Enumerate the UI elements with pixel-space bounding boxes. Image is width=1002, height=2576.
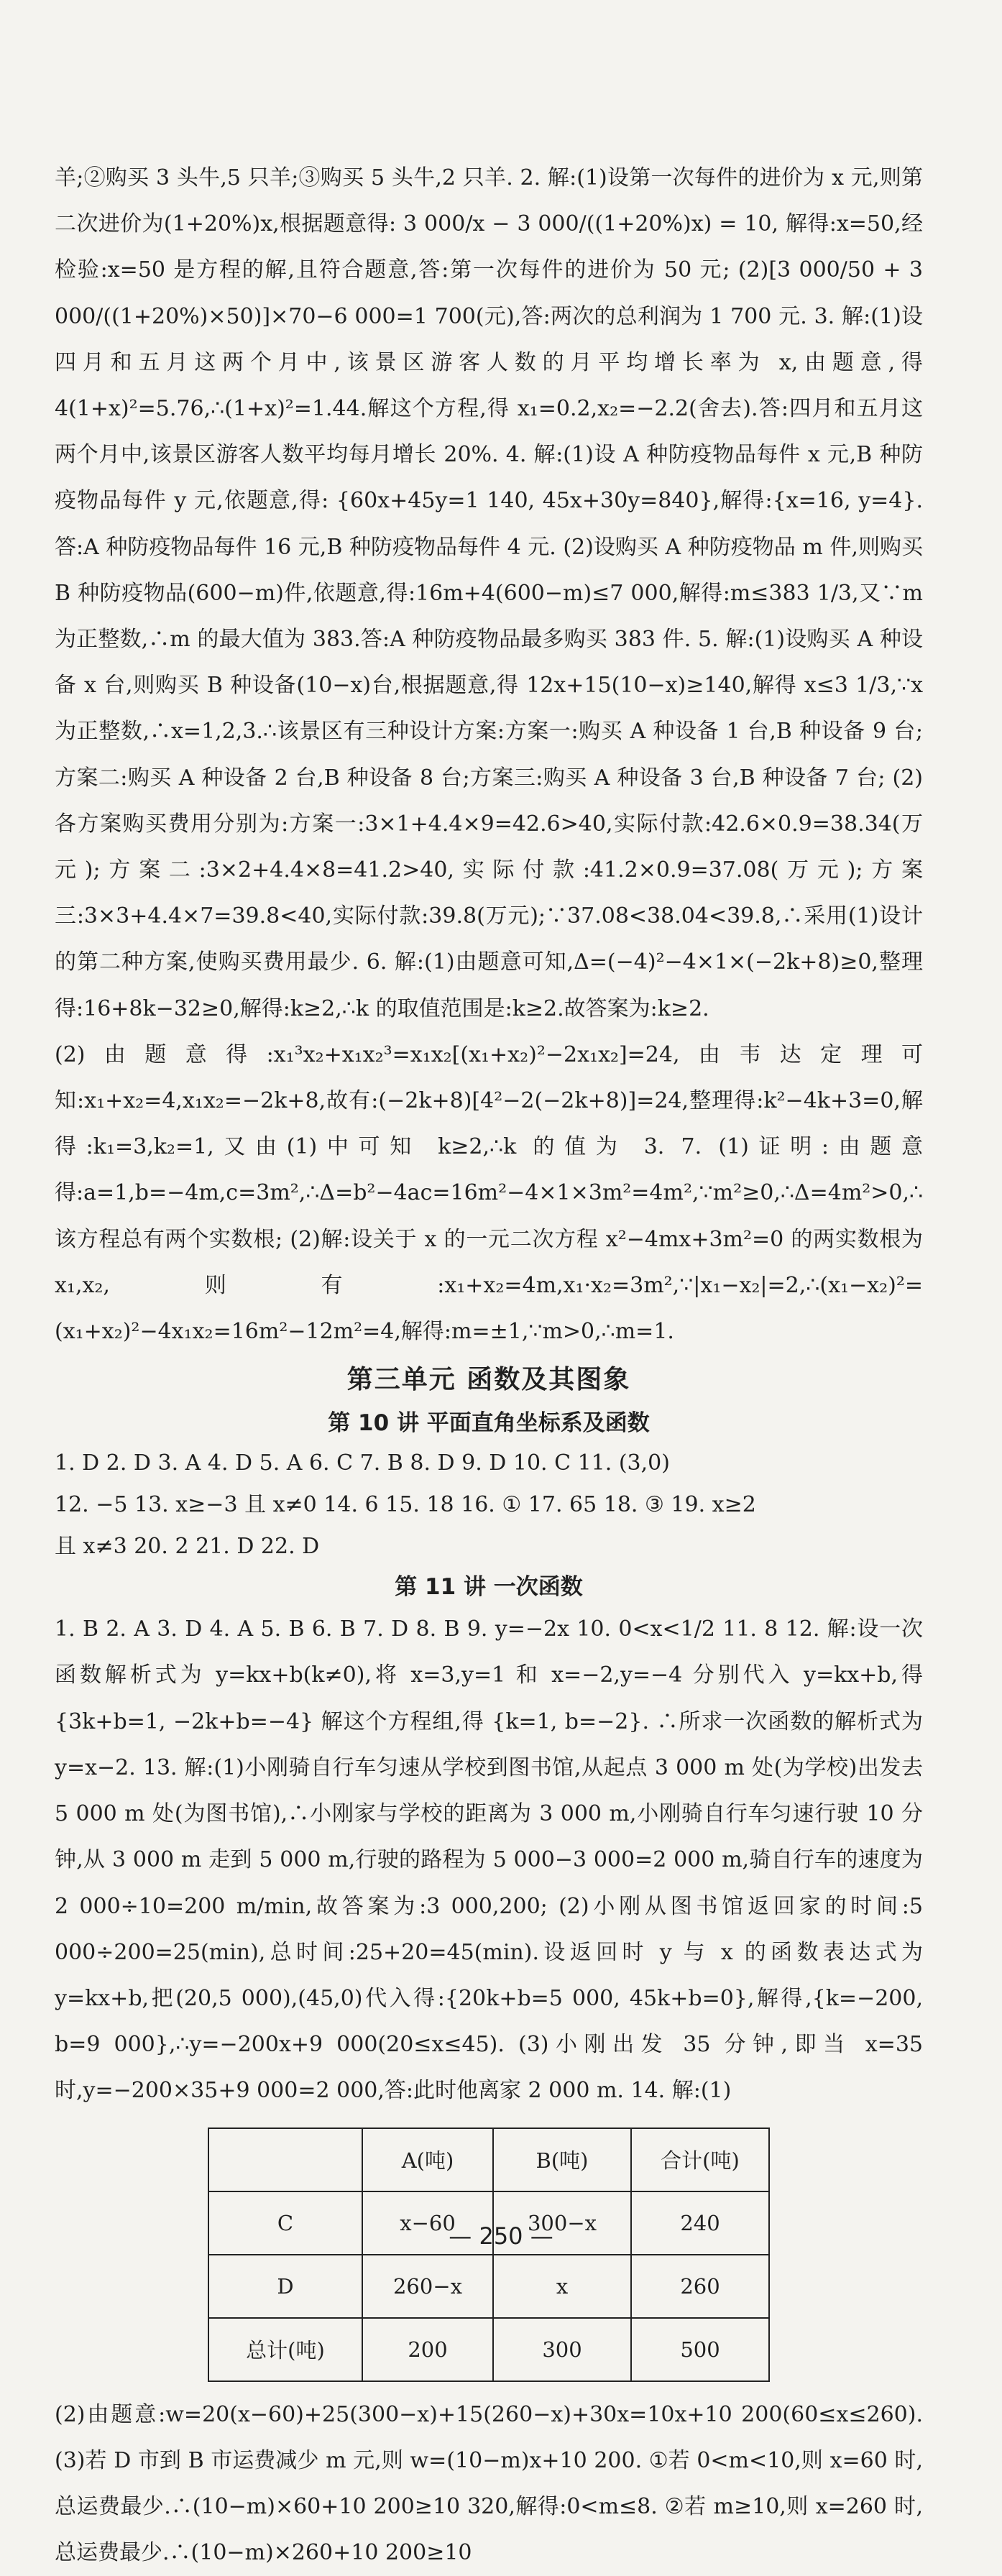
table-cell: 240 [631, 2191, 769, 2255]
table-cell: 260 [631, 2255, 769, 2318]
solution-paragraph-4: (2)由题意:w=20(x−60)+25(300−x)+15(260−x)+30x=10x+10 200(60≤x≤260). (3)若 D 市到 B 市运费减少 m 元,则 w=(10−m)x+10 200. ①若 0<m<10,则 x=60 时,总运费最少.∴(10−m)×60+10 200≥10 320,解得:0<m≤8. ②若 m≥10,则 x=260 时,总运费最少.∴(10−m)×260+10 200≥10 [55, 2401, 923, 2566]
answer-line: 且 x≠3 20. 2 21. D 22. D [55, 1534, 320, 1560]
table-cell: x−60 [362, 2191, 493, 2255]
table-cell: x [493, 2255, 631, 2318]
table-cell: 300 [493, 2318, 631, 2381]
table-header-row [208, 2128, 769, 2191]
page-number: — 250 — [449, 2222, 553, 2250]
unit-title: 第三单元 函数及其图象 [346, 1365, 631, 1395]
table-row [208, 2318, 769, 2381]
solution-paragraph-1: 羊;②购买 3 头牛,5 只羊;③购买 5 头牛,2 只羊. 2. 解:(1)设第一次每件的进价为 x 元,则第二次进价为(1+20%)x,根据题意得: 3 000/x − 3 000/((1+20%)x) = 10, 解得:x=50,经检验:x=50 是方程的解,且符合题意,答:第一次每件的进价为 50 元; (2)[3 000/50 + 3 000/((1+20%)×50)]×70−6 000=1 700(元),答:两次的总利润为 1 700 元. 3. 解:(1)设四月和五月这两个月中,该景区游客人数的月平均增长率为 x,由题意,得 4(1+x)²=5.76,∴(1+x)²=1.44.解这个方程,得 x₁=0.2,x₂=−2.2(舍去).答:四月和五月这两个月中,该景区游客人数平均每月增长 20%. 4. 解:(1)设 A 种防疫物品每件 x 元,B 种防疫物品每件 y 元,依题意,得: {60x+45y=1 140, 45x+30y=840},解得:{x=16, y=4}.答:A 种防疫物品每件 16 元,B 种防疫物品每件 4 元. (2)设购买 A 种防疫物品 m 件,则购买 B 种防疫物品(600−m)件,依题意,得:16m+4(600−m)≤7 000,解得:m≤383 1/3,又∵m 为正整数,∴m 的最大值为 383.答:A 种防疫物品最多购买 383 件. 5. 解:(1)设购买 A 种设备 x 台,则购买 B 种设备(10−x)台,根据题意,得 12x+15(10−x)≥140,解得 x≤3 1/3,∵x 为正整数,∴x=1,2,3.∴该景区有三种设计方案:方案一:购买 A 种设备 1 台,B 种设备 9 台;方案二:购买 A 种设备 2 台,B 种设备 8 台;方案三:购买 A 种设备 3 台,B 种设备 7 台; (2)各方案购买费用分别为:方案一:3×1+4.4×9=42.6>40,实际付款:42.6×0.9=38.34(万元);方案二:3×2+4.4×8=41.2>40,实际付款:41.2×0.9=37.08(万元);方案三:3×3+4.4×7=39.8<40,实际付款:39.8(万元);∵37.08<38.04<39.8,∴采用(1)设计的第二种方案,使购买费用最少. 6. 解:(1)由题意可知,Δ=(−4)²−4×1×(−2k+8)≥0,整理得:16+8k−32≥0,解得:k≥2,∴k 的取值范围是:k≥2.故答案为:k≥2. [55, 165, 923, 1021]
table-cell: A(吨) [362, 2128, 493, 2191]
solution-paragraph-3: 1. B 2. A 3. D 4. A 5. B 6. B 7. D 8. B 9. y=−2x 10. 0<x<1/2 11. 8 12. 解:设一次函数解析式为 y=kx+b(k≠0),将 x=3,y=1 和 x=−2,y=−4 分别代入 y=kx+b,得 {3k+b=1, −2k+b=−4} 解这个方程组,得 {k=1, b=−2}. ∴所求一次函数的解析式为 y=x−2. 13. 解:(1)小刚骑自行车匀速从学校到图书馆,从起点 3 000 m 处(为学校)出发去 5 000 m 处(为图书馆),∴小刚家与学校的距离为 3 000 m,小刚骑自行车匀速行驶 10 分钟,从 3 000 m 走到 5 000 m,行驶的路程为 5 000−3 000=2 000 m,骑自行车的速度为 2 000÷10=200 m/min,故答案为:3 000,200; (2)小刚从图书馆返回家的时间:5 000÷200=25(min),总时间:25+20=45(min).设返回时 y 与 x 的函数表达式为 y=kx+b,把(20,5 000),(45,0)代入得:{20k+b=5 000, 45k+b=0},解得,{k=−200, b=9 000},∴y=−200x+9 000(20≤x≤45). (3)小刚出发 35 分钟,即当 x=35 时,y=−200×35+9 000=2 000,答:此时他离家 2 000 m. 14. 解:(1) [55, 1616, 923, 2104]
table-cell: B(吨) [493, 2128, 631, 2191]
tail-solutions [55, 2392, 923, 2576]
lesson-10-answers [55, 1443, 923, 1568]
table-cell: 300−x [493, 2191, 631, 2255]
table-row [208, 2255, 769, 2318]
table-cell: 500 [631, 2318, 769, 2381]
solution-paragraph-2: (2)由题意得:x₁³x₂+x₁x₂³=x₁x₂[(x₁+x₂)²−2x₁x₂]=24,由韦达定理可知:x₁+x₂=4,x₁x₂=−2k+8,故有:(−2k+8)[4²−2(−2k+8)]=24,整理得:k²−4k+3=0,解得:k₁=3,k₂=1,又由(1)中可知 k≥2,∴k 的值为 3. 7. (1)证明:由题意得:a=1,b=−4m,c=3m²,∴Δ=b²−4ac=16m²−4×1×3m²=4m²,∵m²≥0,∴Δ=4m²>0,∴该方程总有两个实数根; (2)解:设关于 x 的一元二次方程 x²−4mx+3m²=0 的两实数根为 x₁,x₂,则有:x₁+x₂=4m,x₁·x₂=3m²,∵|x₁−x₂|=2,∴(x₁−x₂)²=(x₁+x₂)²−4x₁x₂=16m²−12m²=4,解得:m=±1,∵m>0,∴m=1. [55, 1041, 924, 1345]
lesson-10-title: 第 10 讲 平面直角坐标系及函数 [328, 1410, 650, 1437]
table-cell: C [208, 2191, 362, 2255]
table-cell: 260−x [362, 2255, 493, 2318]
table-cell: 总计(吨) [208, 2318, 362, 2381]
table-cell: D [208, 2255, 362, 2318]
answer-line: 12. −5 13. x≥−3 且 x≠0 14. 6 15. 18 16. ① 17. 65 18. ③ 19. x≥2 [55, 1492, 756, 1518]
solutions-block-top [55, 155, 923, 1355]
table-cell [208, 2128, 362, 2191]
lesson-11-solutions [55, 1606, 923, 2114]
lesson-11-title: 第 11 讲 一次函数 [395, 1574, 583, 1601]
transport-table [208, 2128, 770, 2382]
table-cell: 合计(吨) [631, 2128, 769, 2191]
answer-line: 1. D 2. D 3. A 4. D 5. A 6. C 7. B 8. D 9. D 10. C 11. (3,0) [55, 1450, 670, 1476]
table-cell: 200 [362, 2318, 493, 2381]
